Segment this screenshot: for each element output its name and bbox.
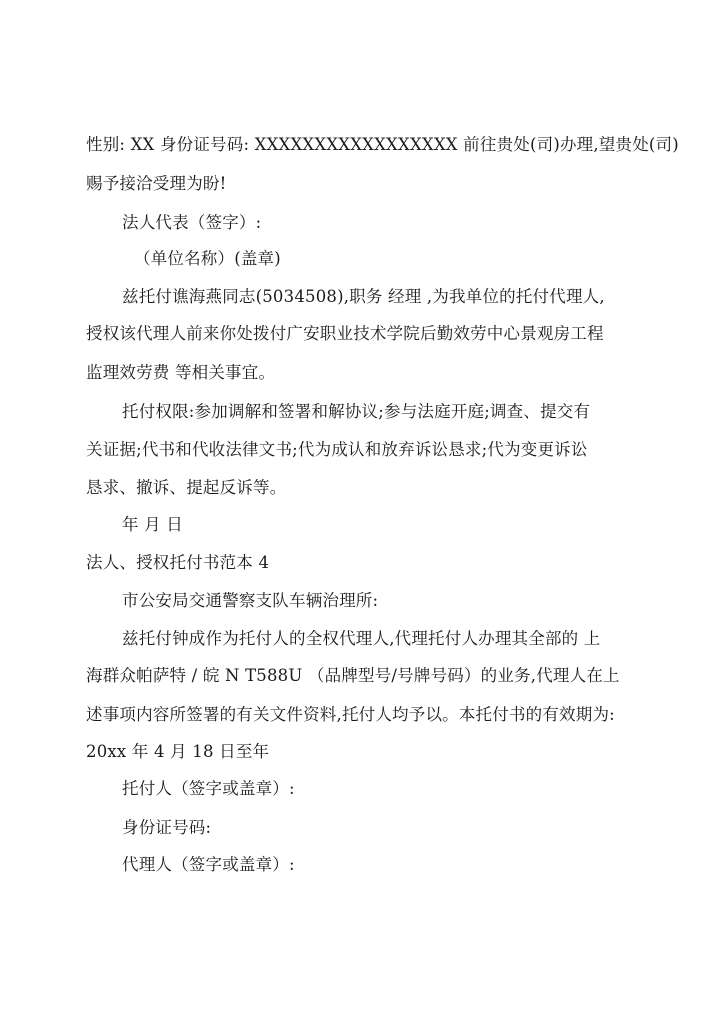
text-line: 兹托付谯海燕同志(5034508),职务 经理 ,为我单位的托付代理人, [122,287,605,306]
text-line: （单位名称）(盖章) [134,249,281,268]
text-line: 身份证号码: [122,818,212,837]
text-line: 20xx 年 4 月 18 日至年 [86,742,270,761]
text-line: 代理人（签字或盖章）: [122,855,295,874]
text-line: 法人代表（签字）: [122,213,262,232]
text-line: 托付权限:参加调解和签署和解协议;参与法庭开庭;调查、提交有 [122,402,591,421]
text-line: 关证据;代书和代收法律文书;代为成认和放弃诉讼恳求;代为变更诉讼 [86,440,588,459]
text-line: 恳求、撤诉、提起反诉等。 [86,478,287,497]
text-line: 授权该代理人前来你处拨付广安职业技术学院后勤效劳中心景观房工程 [86,324,604,343]
text-line: 兹托付钟成作为托付人的全权代理人,代理托付人办理其全部的 上 [122,629,601,648]
text-line: 监理效劳费 等相关事宜。 [86,363,276,382]
text-line: 性别: XX 身份证号码: XXXXXXXXXXXXXXXXX 前往贵处(司)办理,望贵处(司) [86,135,679,154]
text-line: 赐予接洽受理为盼! [86,174,227,193]
section-heading: 法人、授权托付书范本 4 [86,553,270,572]
text-line: 年 月 日 [122,515,183,534]
text-line: 海群众帕萨特 / 皖 N T588U （品牌型号/号牌号码）的业务,代理人在上 [86,666,620,685]
text-line: 述事项内容所签署的有关文件资料,托付人均予以。本托付书的有效期为: [86,705,615,724]
text-line: 市公安局交通警察支队车辆治理所: [122,591,379,610]
text-line: 托付人（签字或盖章）: [122,779,295,798]
